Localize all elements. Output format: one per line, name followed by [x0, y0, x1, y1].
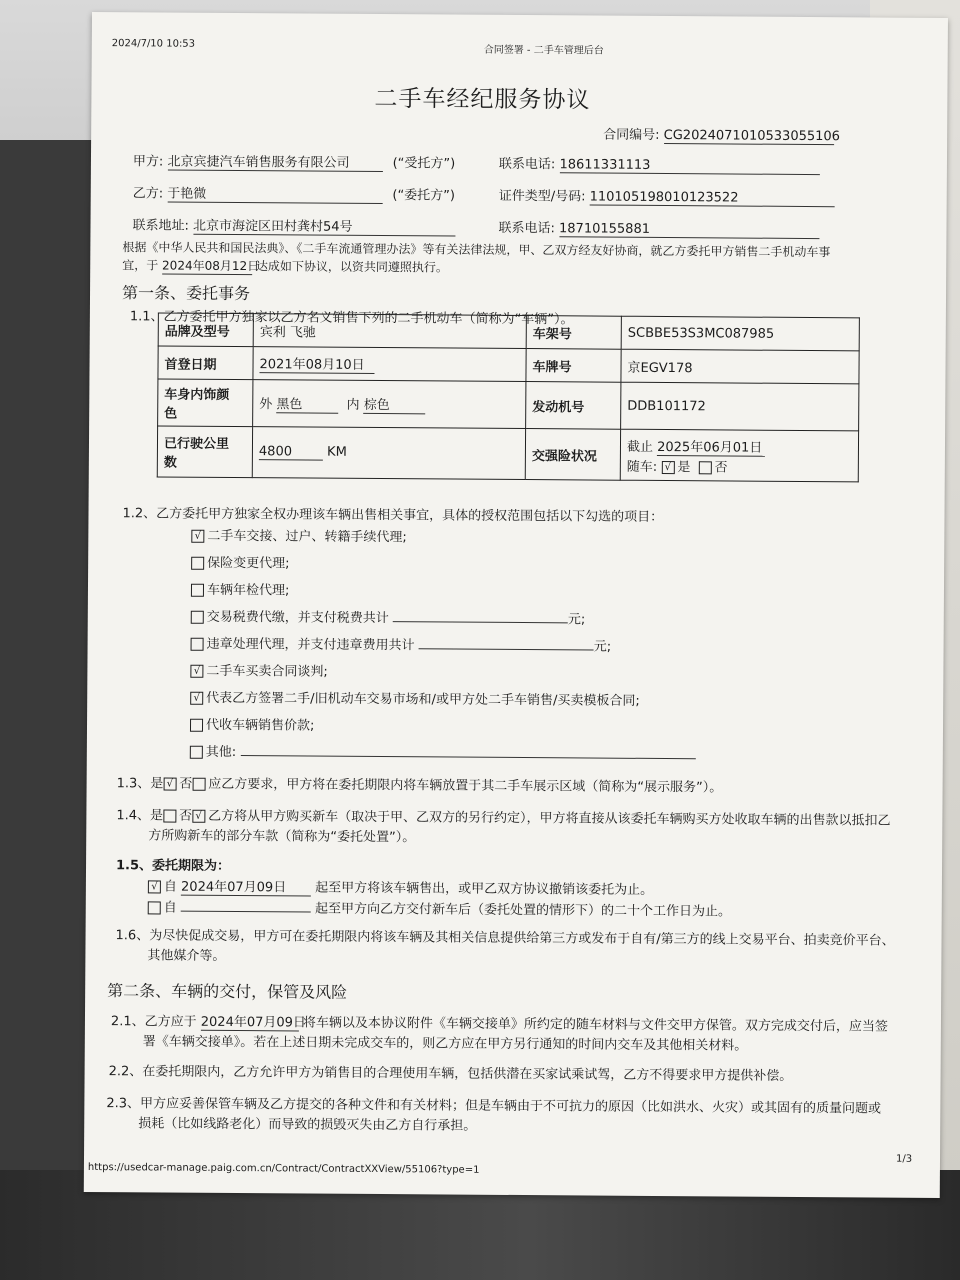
color-label-line-2: 色 [164, 406, 178, 422]
engine-value: DDB101172 [621, 382, 859, 431]
insurance-cell [620, 429, 858, 482]
address: 北京市海淀区田村龚村54号 [193, 215, 455, 237]
term-option-2-checkbox[interactable] [148, 901, 161, 914]
party-b-role: (“委托方”) [392, 188, 456, 204]
option-1-checkbox[interactable]: √ [191, 530, 204, 543]
clause-2-1-text: 将车辆以及本协议附件《车辆交接单》所约定的随车材料与文件交甲方保管。双方完成交付后，应当签 [302, 1015, 888, 1035]
km-label-line-1: 已行驶公里 [163, 436, 230, 452]
km-cell [252, 427, 525, 480]
party-b-label: 乙方: [132, 186, 164, 202]
option-2[interactable] [191, 552, 290, 572]
address-label: 联系地址: [132, 218, 189, 234]
option-7[interactable] [190, 687, 640, 709]
party-b-id: 110105198010123522 [590, 189, 835, 207]
option-5-suffix: 元; [593, 639, 612, 655]
option-1[interactable] [191, 525, 407, 546]
party-a-row [133, 150, 455, 172]
clause-1-3-no-checkbox[interactable] [192, 778, 205, 791]
insurance-no-checkbox[interactable] [698, 461, 711, 474]
interior-color: 棕色 [364, 394, 426, 414]
party-a-role: (“受托方”) [392, 156, 456, 172]
clause-1-4-yes-checkbox[interactable] [163, 810, 176, 823]
color-label-line-1: 车身内饰颜 [164, 387, 230, 403]
contract-no-label: 合同编号: [603, 127, 660, 143]
vin-value: SCBBE53S3MC087985 [621, 316, 859, 351]
plate-value: 京EGV178 [621, 349, 859, 384]
insurance-label: 交强险状况 [525, 429, 620, 481]
clause-2-1-prefix: 2.1、乙方应于 [110, 1014, 197, 1030]
insurance-prefix: 截止 [626, 439, 654, 455]
clause-2-3-line-1: 2.3、甲方应妥善保管车辆及乙方提交的各种文件和有关材料；但是车辆由于不可抗力的原因（比如洪水、火灾）或其固有的质量问题或 [106, 1096, 882, 1117]
contract-no: CG2024071010533055106 [663, 127, 841, 145]
section-2-title: 第二条、车辆的交付，保管及风险 [107, 981, 348, 1002]
vin-label: 车架号 [526, 316, 621, 350]
clause-1-4-no-checkbox[interactable]: √ [192, 810, 205, 823]
option-8-label: 代收车辆销售价款; [205, 717, 315, 734]
clause-1-5-option-2 [148, 896, 731, 919]
doc-title: 二手车经纪服务协议 [374, 85, 591, 114]
party-b-phone: 18710155881 [559, 221, 819, 239]
option-3-checkbox[interactable] [191, 584, 204, 597]
option-6[interactable] [190, 660, 328, 680]
intro-date: 2024年08月12日 [162, 258, 260, 274]
party-b-row [133, 182, 455, 204]
clause-1-4-line-2: 方所购新车的部分车款（简称为“委托处置”）。 [148, 828, 416, 846]
option-4-amount-blank[interactable] [393, 608, 568, 623]
option-9-other-blank[interactable] [240, 742, 695, 759]
option-6-checkbox[interactable]: √ [190, 665, 203, 678]
insurance-no-label: 否 [714, 459, 728, 475]
engine-label: 发动机号 [526, 382, 621, 430]
reg-label: 首登日期 [158, 346, 253, 380]
option-9[interactable] [190, 741, 696, 764]
insurance-follow: 随车: [626, 459, 658, 475]
plate-label: 车牌号 [526, 349, 621, 383]
option-4-checkbox[interactable] [191, 611, 204, 624]
option-9-label: 其他: [205, 744, 237, 761]
clause-1-3-prefix: 1.3、是 [116, 776, 164, 792]
clause-1-1: 1.1、乙方委托甲方独家以乙方名义销售下列的二手机动车（简称为“车辆”）。 [129, 309, 574, 328]
page-number: 1/3 [895, 1153, 913, 1165]
party-b-id-row [499, 185, 835, 207]
party-a-phone-row [499, 153, 820, 175]
option-1-label: 二手车交接、过户、转籍手续代理; [207, 528, 407, 546]
option-3[interactable] [191, 579, 290, 599]
clause-2-2: 2.2、在委托期限内，乙方允许甲方为销售目的合理使用车辆，包括供潜在买家试乘试驾，乙方不得要求甲方提供补偿。 [108, 1064, 793, 1084]
term-start-date-blank[interactable] [181, 898, 311, 913]
reg-value: 2021年08月10日 [259, 353, 374, 374]
option-4-label: 交易税费代缴，并支付税费共计 [206, 609, 389, 627]
reg-cell [253, 347, 526, 382]
brand-label: 品牌及型号 [158, 313, 253, 347]
term-start-date: 2024年07月09日 [181, 876, 311, 897]
option-6-label: 二手车买卖合同谈判; [206, 663, 328, 680]
clause-1-3-no-label: 否 [179, 776, 193, 792]
clause-1-5-option-1 [148, 875, 653, 899]
party-a-phone: 18611331113 [559, 157, 819, 175]
clause-2-1-date: 2024年07月09日 [201, 1011, 299, 1032]
km-label [157, 426, 252, 478]
contract-page [84, 12, 948, 1198]
brand-value: 宾利 飞驰 [253, 314, 526, 349]
clause-1-3-yes-checkbox[interactable]: √ [163, 778, 176, 791]
option-5-amount-blank[interactable] [419, 635, 594, 650]
phone-label: 联系电话: [498, 156, 556, 173]
option-7-checkbox[interactable]: √ [190, 692, 203, 705]
intro-suffix: 达成如下协议，以资共同遵照执行。 [255, 259, 448, 275]
party-b-phone-row [498, 217, 819, 239]
insurance-yes-checkbox[interactable]: √ [661, 460, 674, 473]
exterior-color: 黑色 [276, 393, 338, 413]
color-cell [253, 380, 526, 429]
intro-line-1: 根据《中华人民共和国民法典》、《二手车流通管理办法》等有关法律法规，甲、乙双方经友好协商，就乙方委托甲方销售二手机动车事 [122, 240, 831, 260]
km-label-line-2: 数 [163, 455, 177, 471]
party-b-name: 于艳微 [167, 183, 382, 205]
address-row [132, 214, 455, 236]
clause-2-1-line-2: 署《车辆交接单》。若在上述日期未完成交车的，则乙方应在甲方另行通知的时间内交车及其他相关材料。 [142, 1034, 748, 1054]
clause-1-6-line-2: 其他媒介等。 [147, 948, 226, 964]
clause-1-5-title: 1.5、委托期限为： [115, 858, 231, 874]
km-unit: KM [327, 444, 347, 460]
option-9-checkbox[interactable] [190, 746, 203, 759]
insurance-date: 2025年06月01日 [657, 435, 765, 456]
intro-prefix: 宜，于 [122, 258, 159, 273]
exterior-prefix: 外 [259, 397, 273, 413]
term-from-label-2: 自 [163, 900, 177, 916]
km-value: 4800 [259, 444, 323, 460]
term-option-1-checkbox[interactable]: √ [148, 880, 161, 893]
clause-1-3-text: 应乙方要求，甲方将在委托期限内将车辆放置于其二手车展示区域（简称为“展示服务”）。 [208, 776, 723, 796]
option-7-label: 代表乙方签署二手/旧机动车交易市场和/或甲方处二手车销售/买卖模板合同; [206, 690, 640, 709]
clause-1-2: 1.2、乙方委托甲方独家全权办理该车辆出售相关事宜，具体的授权范围包括以下勾选的项目： [122, 506, 664, 525]
option-3-label: 车辆年检代理; [206, 582, 290, 599]
party-a-label: 甲方: [132, 154, 164, 170]
section-1-title: 第一条、委托事务 [121, 283, 251, 304]
option-4[interactable] [191, 606, 586, 628]
insurance-yes-label: 是 [677, 459, 691, 475]
phone-label-2: 联系电话: [498, 220, 555, 237]
clause-1-4-text: 乙方将从甲方购买新车（取决于甲、乙双方的另行约定），甲方将直接从该委托车辆购买方处收取车辆的出售款以抵扣乙 [208, 808, 891, 829]
vehicle-table [157, 312, 860, 482]
color-label [158, 379, 253, 427]
option-8-checkbox[interactable] [190, 719, 203, 732]
term-option-1-text: 起至甲方将该车辆售出，或甲乙双方协议撤销该委托为止。 [315, 880, 654, 898]
id-label: 证件类型/号码: [498, 188, 586, 205]
option-8[interactable] [190, 714, 315, 734]
clause-1-6-line-1: 1.6、为尽快促成交易，甲方可在委托期限内将该车辆及其相关信息提供给第三方或发布于自有/第三方的线上交易平台、拍卖竞价平台、 [115, 928, 895, 949]
clause-1-4-no-label: 否 [179, 808, 193, 824]
clause-1-3 [117, 772, 723, 795]
party-a-name: 北京宾捷汽车销售服务有限公司 [167, 151, 382, 173]
print-window-title: 合同签署 - 二手车管理后台 [483, 44, 604, 57]
term-from-label: 自 [163, 879, 177, 895]
option-4-suffix: 元; [567, 612, 586, 628]
clause-2-3-line-2: 损耗（比如线路老化）而导致的损毁灭失由乙方自行承担。 [138, 1116, 477, 1134]
intro-line-2 [122, 256, 448, 276]
option-5[interactable] [191, 633, 612, 655]
print-url: https://usedcar-manage.paig.com.cn/Contract/ContractXXView/55106?type=1 [87, 1161, 480, 1176]
term-option-2-text: 起至甲方向乙方交付新车后（委托处置的情形下）的二十个工作日为止。 [314, 901, 732, 920]
option-2-label: 保险变更代理; [207, 555, 290, 572]
contract-no-row [603, 124, 841, 146]
option-5-checkbox[interactable] [191, 638, 204, 651]
option-5-label: 违章处理代理，并支付违章费用共计 [206, 636, 415, 654]
clause-1-4-prefix: 1.4、是 [116, 808, 164, 824]
option-2-checkbox[interactable] [191, 557, 204, 570]
print-datetime: 2024/7/10 10:53 [111, 38, 196, 50]
interior-prefix: 内 [346, 397, 360, 413]
